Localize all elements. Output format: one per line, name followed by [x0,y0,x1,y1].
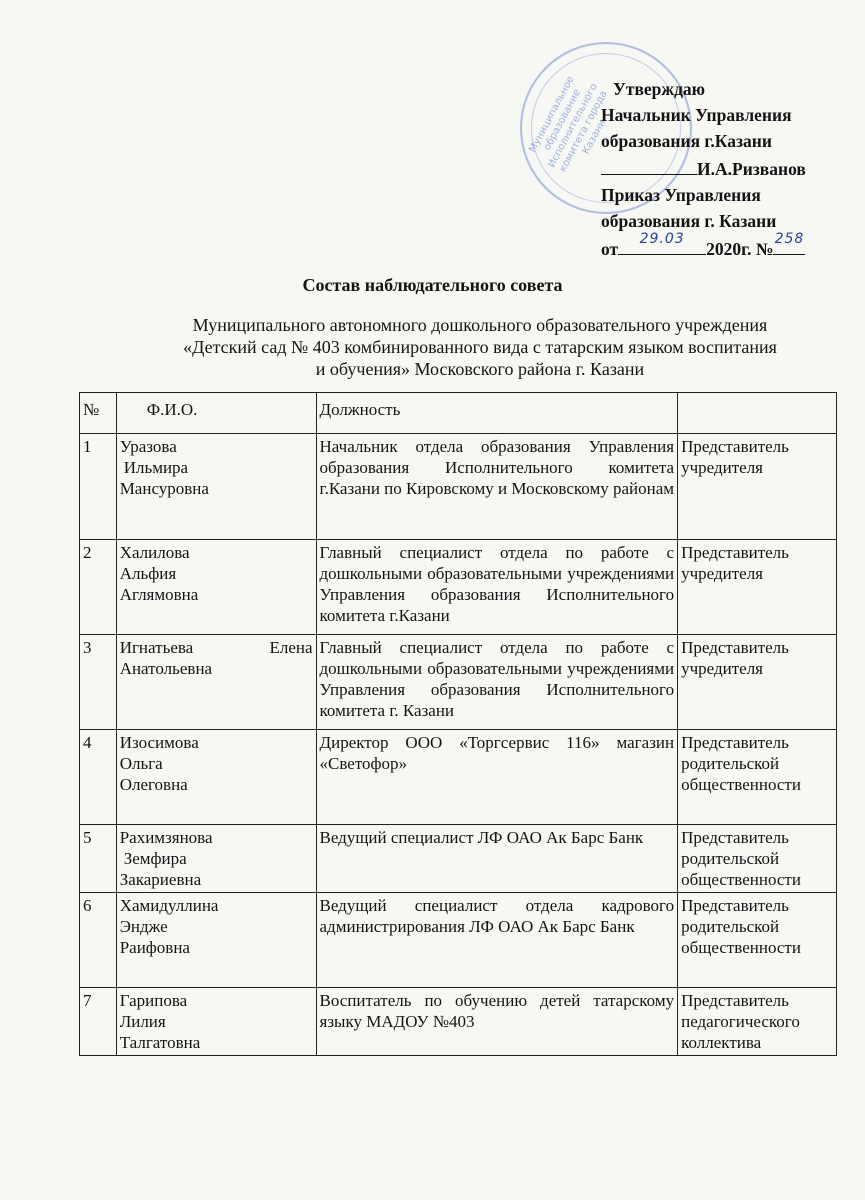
role-line: Представитель [681,896,789,915]
name-patronymic: Аглямовна [119,585,199,604]
member-name [116,730,316,825]
role-line: родительской [681,849,780,868]
table-row [80,988,837,1056]
handwritten-order-number: 258 [774,231,805,247]
organization-name [90,314,865,380]
name-patronymic: Олеговна [119,775,188,794]
role-line: Представитель [681,437,789,456]
role-line: учредителя [681,564,764,583]
member-position: Начальник отдела образования Управления образования Исполнительного комитета г.Казани по Кировскому и Московскому районам [316,434,678,540]
role-line: Представитель [681,828,789,847]
name-patronymic: Талгатовна [119,1033,201,1052]
table-row [80,825,837,893]
role-line: коллектива [681,1033,762,1052]
signature-blank [601,154,697,175]
organization-line-3: и обучения» Московского района г. Казани [315,359,645,379]
name-surname: Хамидуллина [119,896,219,915]
role-line: Представитель [681,543,789,562]
role-line: Представитель [681,638,789,657]
role-line: учредителя [681,458,764,477]
name-first: Земфира [123,849,187,868]
header-full-name: Ф.И.О. [116,393,316,434]
document-title: Состав наблюдательного совета [302,275,563,295]
approval-line-order-department: образования г. Казани [601,211,777,231]
header-number: № [80,393,117,434]
approval-block [601,76,851,262]
row-number: 4 [80,730,117,825]
row-number: 1 [80,434,117,540]
name-patronymic: Раифовна [119,938,190,957]
member-role [678,988,837,1056]
approval-line-head: Начальник Управления [601,105,792,125]
member-position: Ведущий специалист отдела кадрового администрирования ЛФ ОАО Ак Барс Банк [316,893,678,988]
name-first: Ильмира [123,458,189,477]
member-name [116,825,316,893]
role-line: общественности [681,775,801,794]
member-role [678,730,837,825]
name-first: Ольга [119,754,163,773]
header-role [678,393,837,434]
name-first: Альфия [119,564,177,583]
member-role [678,635,837,730]
official-seal-text: Муниципальное образование Исполнительного комитета города Казани [527,74,610,174]
member-role [678,434,837,540]
table-row [80,434,837,540]
handwritten-date: 29.03 [639,231,685,247]
approval-line-department: образования г.Казани [601,131,772,151]
name-surname: Рахимзянова [119,828,213,847]
member-position: Ведущий специалист ЛФ ОАО Ак Барс Банк [316,825,678,893]
member-position: Директор ООО «Торгсервис 116» магазин «Светофор» [316,730,678,825]
role-line: педагогического [681,1012,800,1031]
council-members-table [79,392,837,1056]
table-row [80,635,837,730]
name-surname: Уразова [119,437,177,456]
row-number: 3 [80,635,117,730]
table-row [80,730,837,825]
name-surname: Игнатьева Елена [119,638,313,657]
member-position: Главный специалист отдела по работе с дошкольными образовательными учреждениями Управления образования Исполнительного комитета г. Казани [316,635,678,730]
approval-signature-line [601,154,851,182]
date-suffix: 2020г. № [706,239,774,259]
role-line: Представитель [681,733,789,752]
name-surname: Гарипова [119,991,188,1010]
role-line: общественности [681,938,801,957]
name-surname: Изосимова [119,733,199,752]
organization-line-1: Муниципального автономного дошкольного образовательного учреждения [192,315,768,335]
member-name [116,893,316,988]
name-patronymic: Анатольевна [119,659,213,678]
name-patronymic: Мансуровна [119,479,209,498]
name-patronymic: Закариевна [119,870,202,889]
approval-line-approve: Утверждаю [613,79,706,99]
role-line: родительской [681,917,780,936]
row-number: 5 [80,825,117,893]
member-position: Главный специалист отдела по работе с дошкольными образовательными учреждениями Управления образования Исполнительного комитета г.Казани [316,540,678,635]
role-line: родительской [681,754,780,773]
row-number: 2 [80,540,117,635]
name-first: Лилия [119,1012,166,1031]
signatory-name: И.А.Ризванов [697,159,806,179]
date-prefix: от [601,239,619,259]
role-line: общественности [681,870,801,889]
table-header-row [80,393,837,434]
member-name [116,540,316,635]
member-name [116,635,316,730]
approval-line-order: Приказ Управления [601,185,761,205]
name-first: Эндже [119,917,168,936]
date-blank [618,231,706,255]
member-name [116,988,316,1056]
order-number-blank [773,231,805,255]
member-role [678,893,837,988]
role-line: учредителя [681,659,764,678]
member-role [678,540,837,635]
organization-line-2: «Детский сад № 403 комбинированного вида с татарским языком воспитания [183,337,777,357]
approval-date-line [601,231,851,262]
name-surname: Халилова [119,543,190,562]
member-name [116,434,316,540]
table-row [80,893,837,988]
row-number: 6 [80,893,117,988]
header-position: Должность [316,393,678,434]
member-position: Воспитатель по обучению детей татарскому языку МАДОУ №403 [316,988,678,1056]
member-role [678,825,837,893]
row-number: 7 [80,988,117,1056]
table-row [80,540,837,635]
role-line: Представитель [681,991,789,1010]
